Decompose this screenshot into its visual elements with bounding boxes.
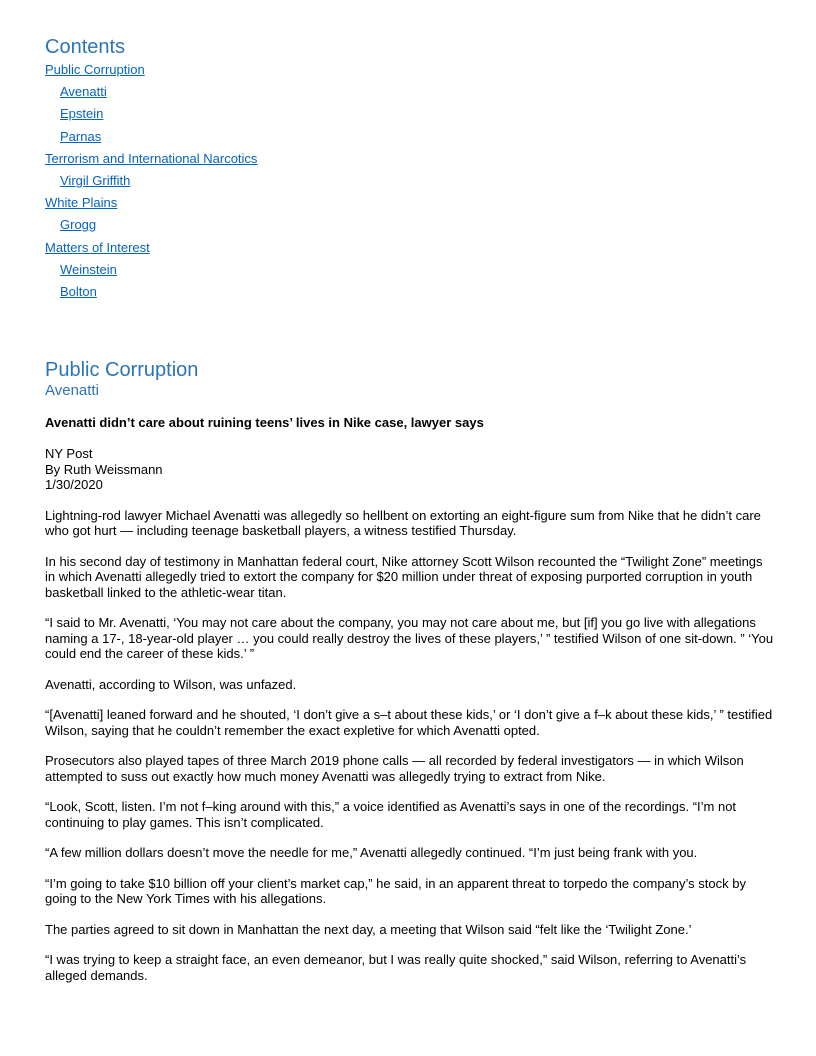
article-date: 1/30/2020 xyxy=(45,477,103,493)
article-paragraph: “I was trying to keep a straight face, an even demeanor, but I was really quite shocked,” said Wilson, referring to Avenatti’s alleged demands. xyxy=(45,952,747,983)
toc-item-grogg xyxy=(45,214,775,236)
toc-item-public-corruption xyxy=(45,59,775,81)
toc-item-white-plains xyxy=(45,192,775,214)
article-byline: By Ruth Weissmann xyxy=(45,461,163,477)
toc-link[interactable]: Terrorism and International Narcotics xyxy=(45,150,258,166)
toc-link[interactable]: Bolton xyxy=(60,284,97,300)
document-page xyxy=(45,35,775,983)
article-paragraph: In his second day of testimony in Manhattan federal court, Nike attorney Scott Wilson recounted the “Twilight Zone” meetings in which Avenatti allegedly tried to extort the company for $20 million under threat of exposing purported corruption in youth basketball linked to the athletic-wear titan. xyxy=(45,553,763,600)
article-body xyxy=(45,508,775,984)
toc-item-parnas xyxy=(45,126,775,148)
toc-item-weinstein xyxy=(45,259,775,281)
article-paragraph: The parties agreed to sit down in Manhattan the next day, a meeting that Wilson said “felt like the ‘Twilight Zone.’ xyxy=(45,921,692,937)
article-title: Avenatti didn’t care about ruining teens’ lives in Nike case, lawyer says xyxy=(45,415,484,431)
article-paragraph: Avenatti, according to Wilson, was unfazed. xyxy=(45,676,297,692)
toc-link[interactable]: Epstein xyxy=(60,106,104,122)
toc-link[interactable]: Weinstein xyxy=(60,261,117,277)
article-source: NY Post xyxy=(45,446,93,462)
article-paragraph: “I’m going to take $10 billion off your client’s market cap,” he said, in an apparent threat to torpedo the company’s stock by going to the New York Times with his allegations. xyxy=(45,875,746,907)
toc-link[interactable]: Public Corruption xyxy=(45,62,145,77)
toc-item-bolton xyxy=(45,281,775,303)
toc-item-avenatti xyxy=(45,81,775,103)
toc-link[interactable]: Matters of Interest xyxy=(45,239,150,255)
toc-heading: Contents xyxy=(45,36,126,58)
section-heading: Public Corruption xyxy=(45,359,199,382)
toc-item-virgil-griffith xyxy=(45,170,775,192)
toc-item-terrorism xyxy=(45,148,775,170)
toc-link[interactable]: Avenatti xyxy=(60,84,107,100)
toc-item-matters-of-interest xyxy=(45,237,775,259)
table-of-contents xyxy=(45,59,775,303)
article-meta xyxy=(45,446,775,493)
article-paragraph: “[Avenatti] leaned forward and he shouted, ‘I don’t give a s–t about these kids,’ or ‘I don’t give a f–k about these kids,’ ” testified Wilson, saying that he couldn’t remember the exact expletive for which Avenatti opted. xyxy=(45,707,773,738)
article-paragraph: Prosecutors also played tapes of three March 2019 phone calls — all recorded by federal investigators — in which Wilson attempted to suss out exactly how much money Avenatti was allegedly trying to extract from Nike. xyxy=(45,753,744,784)
toc-link[interactable]: Parnas xyxy=(60,128,102,144)
toc-link[interactable]: White Plains xyxy=(45,195,118,211)
article-paragraph: “I said to Mr. Avenatti, ‘You may not care about the company, you may not care about me, but [if] you go live with allegations naming a 17-, 18-year-old player … you could really destroy the lives of these players,’ ” testified Wilson of one sit-down. ” ‘You could end the career of these kids.’ ” xyxy=(45,615,774,662)
article-paragraph: “Look, Scott, listen. I’m not f–king around with this,” a voice identified as Avenatti’s says in one of the recordings. “I’m not continuing to play games. This isn’t complicated. xyxy=(45,799,737,830)
toc-item-epstein xyxy=(45,103,775,125)
section-subheading: Avenatti xyxy=(45,382,99,400)
article-paragraph: Lightning-rod lawyer Michael Avenatti was allegedly so hellbent on extorting an eight-figure sum from Nike that he didn’t care who got hurt — including teenage basketball players, a witness testified Thursday. xyxy=(45,507,761,539)
toc-link[interactable]: Virgil Griffith xyxy=(60,173,131,189)
article-paragraph: “A few million dollars doesn’t move the needle for me,” Avenatti allegedly continued. “I’m just being frank with you. xyxy=(45,845,698,861)
toc-link[interactable]: Grogg xyxy=(60,217,97,233)
